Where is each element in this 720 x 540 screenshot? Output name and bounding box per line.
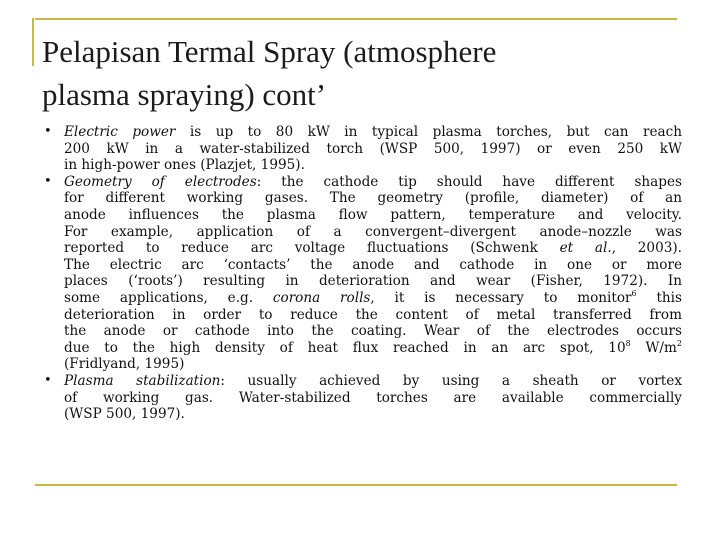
text-etal: et al. [559, 240, 612, 257]
text-line: of working gas. Water-stabilized torches are available commercially [64, 389, 682, 406]
term-geometry-of-electrodes: Geometry of electrodes [64, 173, 257, 190]
top-rule [35, 18, 677, 20]
text-line: deterioration in order to reduce the content of metal transferred from [64, 306, 682, 323]
left-rule [32, 18, 34, 66]
text-segment: due to the high density of heat flux reached in an arc spot, 10 [64, 339, 626, 356]
text-line [64, 240, 682, 257]
text-line: anode influences the plasma flow pattern, temperature and velocity. [64, 206, 682, 223]
text-line: For example, application of a convergent–divergent anode–nozzle was [64, 223, 682, 240]
text-segment: : usually achieved by using a sheath or vortex [220, 372, 682, 389]
scanned-text-block [42, 124, 682, 423]
text-segment: reported to reduce arc voltage fluctuations (Schwenk [64, 240, 538, 257]
text-segment: is up to 80 kW in typical plasma torches, but can reach [175, 124, 682, 140]
bullet-electric-power [42, 124, 682, 174]
text-line: the anode or cathode into the coating. Wear of the electrodes occurs [64, 323, 682, 340]
text-line: The electric arc ‘contacts’ the anode and cathode in one or more [64, 256, 682, 273]
text-line: places (‘roots’) resulting in deterioration and wear (Fisher, 1972). In [64, 273, 682, 290]
bottom-rule [35, 484, 677, 486]
exponent: 8 [625, 338, 631, 348]
bullet-plasma-stabilization [42, 373, 682, 423]
slide-title [42, 30, 682, 116]
text-line: 200 kW in a water-stabilized torch (WSP 500, 1997) or even 250 kW [64, 140, 682, 157]
text-line [64, 174, 682, 191]
text-segment: some applications, e.g. [64, 289, 254, 306]
text-segment: , it is necessary to monitor [370, 289, 632, 306]
text-line: (WSP 500, 1997). [64, 406, 185, 423]
text-line [64, 373, 682, 390]
bullet-icon: • [44, 372, 52, 388]
footnote-marker: 6 [631, 288, 637, 298]
text-line: in high-power ones (Plazjet, 1995). [64, 157, 305, 174]
text-line [64, 290, 682, 307]
text-line: for different working gases. The geometry (profile, diameter) of an [64, 190, 682, 207]
text-corona-rolls: corona rolls [272, 289, 371, 306]
bullet-icon: • [44, 124, 52, 139]
term-electric-power: Electric power [64, 124, 176, 140]
title-line-1: Pelapisan Termal Spray (atmosphere [42, 34, 497, 69]
text-segment: , 2003). [611, 240, 682, 257]
bullet-icon: • [44, 173, 52, 189]
bullet-geometry-of-electrodes [42, 174, 682, 373]
term-plasma-stabilization: Plasma stabilization [64, 372, 221, 389]
text-segment: this [636, 289, 682, 306]
text-unit: W/m [630, 339, 677, 356]
text-line [64, 340, 682, 357]
text-line [64, 124, 682, 141]
text-segment: : the cathode tip should have different shapes [256, 173, 682, 190]
text-line: (Fridlyand, 1995) [64, 356, 185, 373]
exponent: 2 [676, 338, 682, 348]
title-line-2: plasma spraying) cont’ [42, 77, 327, 112]
